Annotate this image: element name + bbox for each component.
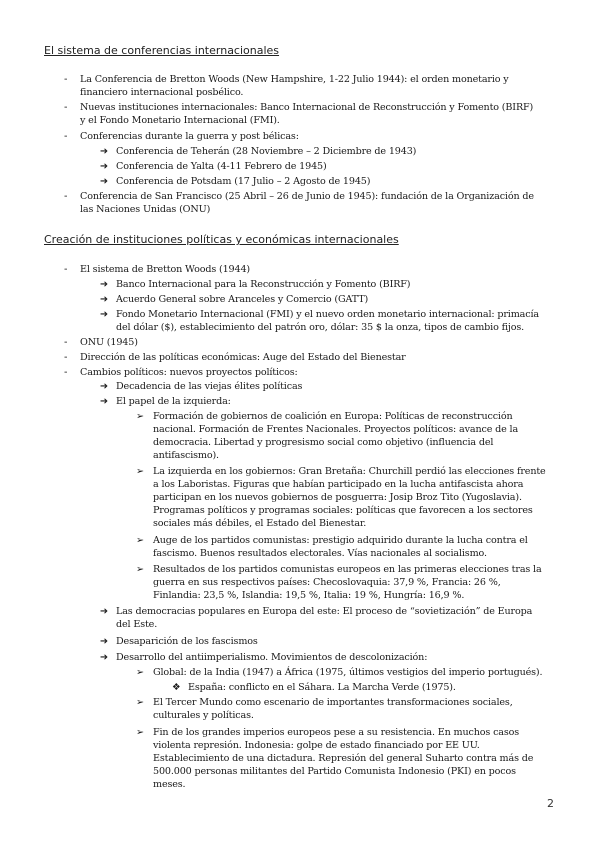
sub-sub-list-item: Resultados de los partidos comunistas europeos en las primeras elecciones tras la bbox=[153, 564, 542, 575]
section-heading: El sistema de conferencias internacionales bbox=[44, 44, 280, 57]
sub-sub-list-item: La izquierda en los gobiernos: Gran Bretaña: Churchill perdió las elecciones frente bbox=[153, 466, 546, 477]
sub-sub-list-item: nacional. Formación de Frentes Nacionales. Proyectos políticos: avance de la bbox=[153, 424, 519, 435]
sub-sub-list-item: violenta represión. Indonesia: golpe de estado financiado por EE UU. bbox=[153, 740, 480, 751]
list-item-line: Conferencias durante la guerra y post bélicas: bbox=[80, 131, 299, 142]
sub-list-item: Desarrollo del antiimperialismo. Movimientos de descolonización: bbox=[116, 652, 428, 663]
section-heading: Creación de instituciones políticas y económicas internacionales bbox=[44, 233, 399, 246]
sub-sub-list-item: culturales y políticas. bbox=[153, 710, 254, 721]
sub-list-item: del dólar ($), establecimiento del patrón oro, dólar: 35 $ la onza, tipos de cambio fijos. bbox=[116, 322, 525, 333]
dash-bullet: - bbox=[64, 74, 68, 85]
sub-list-item: El papel de la izquierda: bbox=[116, 396, 231, 407]
triangle-bullet-icon: ➢ bbox=[136, 564, 145, 575]
sub-sub-list-item: participan en los nuevos gobiernos de posguerra: Josip Broz Tito (Yugoslavia). bbox=[153, 492, 522, 503]
arrow-bullet-icon: ➔ bbox=[100, 652, 109, 663]
triangle-bullet-icon: ➢ bbox=[136, 697, 145, 708]
sub-list-item: del Este. bbox=[116, 619, 158, 630]
sub-sub-list-item: guerra en sus respectivos países: Checoslovaquia: 37,9 %, Francia: 26 %, bbox=[153, 577, 501, 588]
sub-list-item: Acuerdo General sobre Aranceles y Comercio (GATT) bbox=[116, 294, 369, 305]
triangle-bullet-icon: ➢ bbox=[136, 667, 145, 678]
sub-sub-list-item: democracia. Libertad y progresismo social como objetivo (influencia del bbox=[153, 437, 494, 448]
list-item-line: El sistema de Bretton Woods (1944) bbox=[80, 264, 251, 275]
sub-list-item: Las democracias populares en Europa del este: El proceso de “sovietización” de Europa bbox=[116, 606, 533, 617]
triangle-bullet-icon: ➢ bbox=[136, 535, 145, 546]
arrow-bullet-icon: ➔ bbox=[100, 396, 109, 407]
arrow-bullet-icon: ➔ bbox=[100, 606, 109, 617]
triangle-bullet-icon: ➢ bbox=[136, 466, 145, 477]
sub-sub-list-item: Auge de los partidos comunistas: prestigio adquirido durante la lucha contra el bbox=[153, 535, 528, 546]
diamond-bullet-icon: ❖ bbox=[172, 682, 181, 693]
arrow-bullet-icon: ➔ bbox=[100, 146, 109, 157]
page-number: 2 bbox=[547, 797, 554, 810]
sub-sub-list-item: Formación de gobiernos de coalición en Europa: Políticas de reconstrucción bbox=[153, 411, 513, 422]
sub-sub-list-item: 500.000 personas militantes del Partido Comunista Indonesio (PKI) en pocos bbox=[153, 766, 516, 777]
dash-bullet: - bbox=[64, 367, 68, 378]
sub-list-item: Banco Internacional para la Reconstrucción y Fomento (BIRF) bbox=[116, 279, 411, 290]
list-item-line: La Conferencia de Bretton Woods (New Hampshire, 1-22 Julio 1944): el orden monetario y bbox=[80, 74, 509, 85]
list-item-line: las Naciones Unidas (ONU) bbox=[80, 204, 211, 215]
sub-sub-list-item: El Tercer Mundo como escenario de importantes transformaciones sociales, bbox=[153, 697, 513, 708]
list-item-line: y el Fondo Monetario Internacional (FMI). bbox=[80, 115, 280, 126]
sub-sub-sub-list-item: España: conflicto en el Sáhara. La Marcha Verde (1975). bbox=[188, 682, 456, 693]
list-item-line: Conferencia de San Francisco (25 Abril – 26 de Junio de 1945): fundación de la Organización de bbox=[80, 191, 534, 202]
arrow-bullet-icon: ➔ bbox=[100, 381, 109, 392]
arrow-bullet-icon: ➔ bbox=[100, 176, 109, 187]
sub-sub-list-item: Establecimiento de una dictadura. Represión del general Suharto contra más de bbox=[153, 753, 534, 764]
arrow-bullet-icon: ➔ bbox=[100, 636, 109, 647]
sub-list-item: Conferencia de Teherán (28 Noviembre – 2 Diciembre de 1943) bbox=[116, 146, 417, 157]
dash-bullet: - bbox=[64, 337, 68, 348]
sub-sub-list-item: antifascismo). bbox=[153, 450, 219, 461]
sub-sub-list-item: a los Laboristas. Figuras que habían participado en la lucha antifascista ahora bbox=[153, 479, 524, 490]
dash-bullet: - bbox=[64, 352, 68, 363]
arrow-bullet-icon: ➔ bbox=[100, 279, 109, 290]
list-item-line: Dirección de las políticas económicas: Auge del Estado del Bienestar bbox=[80, 352, 406, 363]
sub-sub-list-item: fascismo. Buenos resultados electorales. Vías nacionales al socialismo. bbox=[153, 548, 487, 559]
sub-sub-list-item: Fin de los grandes imperios europeos pese a su resistencia. En muchos casos bbox=[153, 727, 520, 738]
sub-sub-list-item: Finlandia: 23,5 %, Islandia: 19,5 %, Italia: 19 %, Hungría: 16,9 %. bbox=[153, 590, 465, 601]
sub-sub-list-item: Global: de la India (1947) a África (1975, últimos vestigios del imperio portugués). bbox=[153, 667, 543, 678]
sub-list-item: Fondo Monetario Internacional (FMI) y el nuevo orden monetario internacional: primacía bbox=[116, 309, 539, 320]
dash-bullet: - bbox=[64, 131, 68, 142]
arrow-bullet-icon: ➔ bbox=[100, 294, 109, 305]
sub-list-item: Desaparición de los fascismos bbox=[116, 636, 258, 647]
sub-sub-list-item: Programas políticos y programas sociales: políticas que favorecen a los sectores bbox=[153, 505, 533, 516]
list-item-line: Cambios políticos: nuevos proyectos políticos: bbox=[80, 367, 298, 378]
sub-sub-list-item: meses. bbox=[153, 779, 186, 790]
list-item-line: Nuevas instituciones internacionales: Banco Internacional de Reconstrucción y Fomento (BIRF) bbox=[80, 102, 534, 113]
list-item-line: financiero internacional posbélico. bbox=[80, 87, 244, 98]
sub-sub-list-item: sociales más débiles, el Estado del Bienestar. bbox=[153, 518, 367, 529]
dash-bullet: - bbox=[64, 264, 68, 275]
sub-list-item: Conferencia de Yalta (4-11 Febrero de 1945) bbox=[116, 161, 327, 172]
triangle-bullet-icon: ➢ bbox=[136, 727, 145, 738]
list-item-line: ONU (1945) bbox=[80, 337, 138, 348]
arrow-bullet-icon: ➔ bbox=[100, 309, 109, 320]
dash-bullet: - bbox=[64, 191, 68, 202]
sub-list-item: Decadencia de las viejas élites políticas bbox=[116, 381, 303, 392]
arrow-bullet-icon: ➔ bbox=[100, 161, 109, 172]
triangle-bullet-icon: ➢ bbox=[136, 411, 145, 422]
sub-list-item: Conferencia de Potsdam (17 Julio – 2 Agosto de 1945) bbox=[116, 176, 371, 187]
dash-bullet: - bbox=[64, 102, 68, 113]
